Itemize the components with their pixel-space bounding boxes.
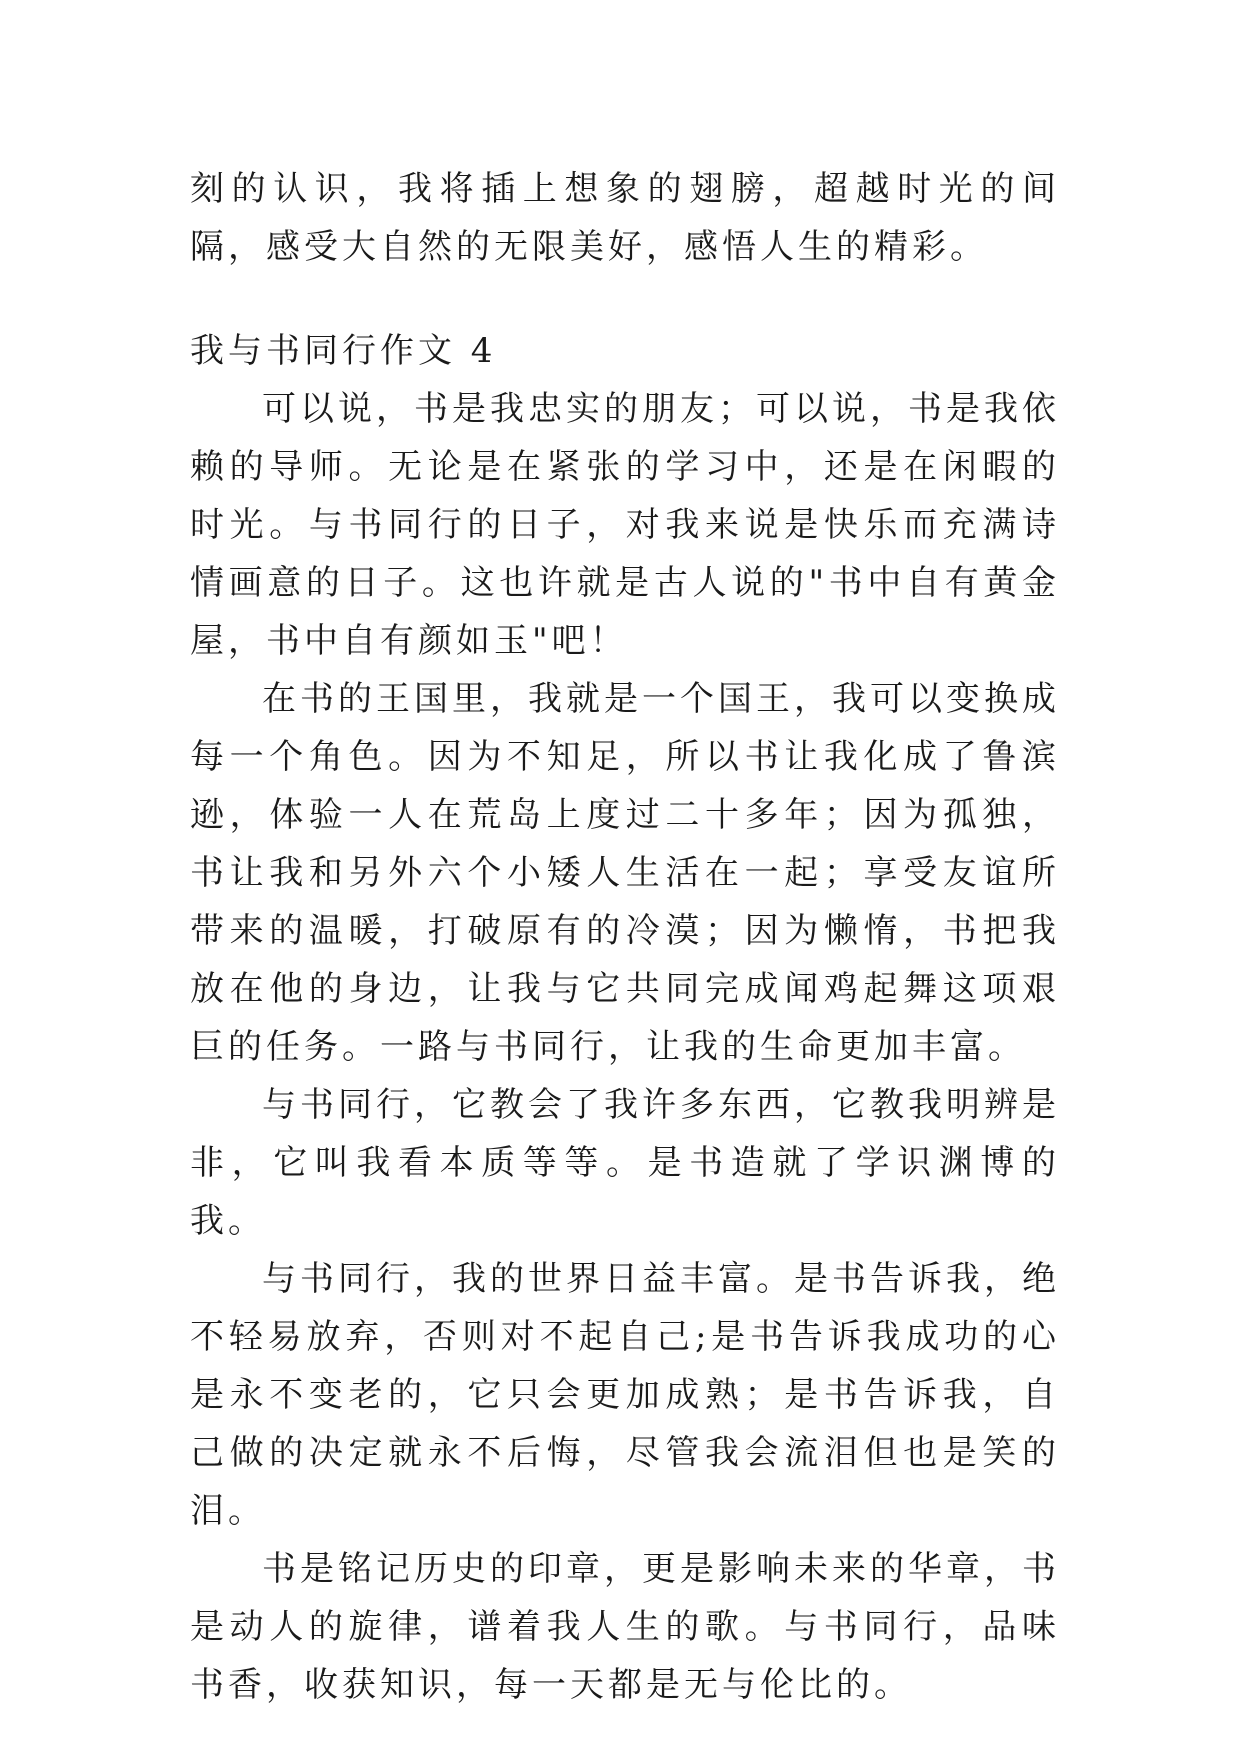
paragraph-4: 与书同行，我的世界日益丰富。是书告诉我，绝不轻易放弃，否则对不起自己;是书告诉我成功的心是永不变老的，它只会更加成熟；是书告诉我，自己做的决定就永不后悔，尽管我会流泪但也是笑的泪。 [190,1259,1060,1531]
paragraph-1: 可以说，书是我忠实的朋友；可以说，书是我依赖的导师。无论是在紧张的学习中，还是在闲暇的时光。与书同行的日子，对我来说是快乐而充满诗情画意的日子。这也许就是古人说的"书中自有黄金屋，书中自有颜如玉"吧！ [190,389,1060,661]
paragraph-2: 在书的王国里，我就是一个国王，我可以变换成每一个角色。因为不知足，所以书让我化成了鲁滨逊，体验一人在荒岛上度过二十多年；因为孤独，书让我和另外六个小矮人生活在一起；享受友谊所带来的温暖，打破原有的冷漠；因为懒惰，书把我放在他的身边，让我与它共同完成闻鸡起舞这项艰巨的任务。一路与书同行，让我的生命更加丰富。 [190,679,1060,1067]
paragraph-3: 与书同行，它教会了我许多东西，它教我明辨是非，它叫我看本质等等。是书造就了学识渊博的我。 [190,1085,1060,1241]
continued-paragraph: 刻的认识，我将插上想象的翅膀，超越时光的间隔，感受大自然的无限美好，感悟人生的精彩。 [190,169,1060,267]
section-title: 我与书同行作文 4 [190,331,497,371]
paragraph-5: 书是铭记历史的印章，更是影响未来的华章，书是动人的旋律，谱着我人生的歌。与书同行，品味书香，收获知识，每一天都是无与伦比的。 [190,1549,1060,1705]
document-body [190,160,1060,1714]
